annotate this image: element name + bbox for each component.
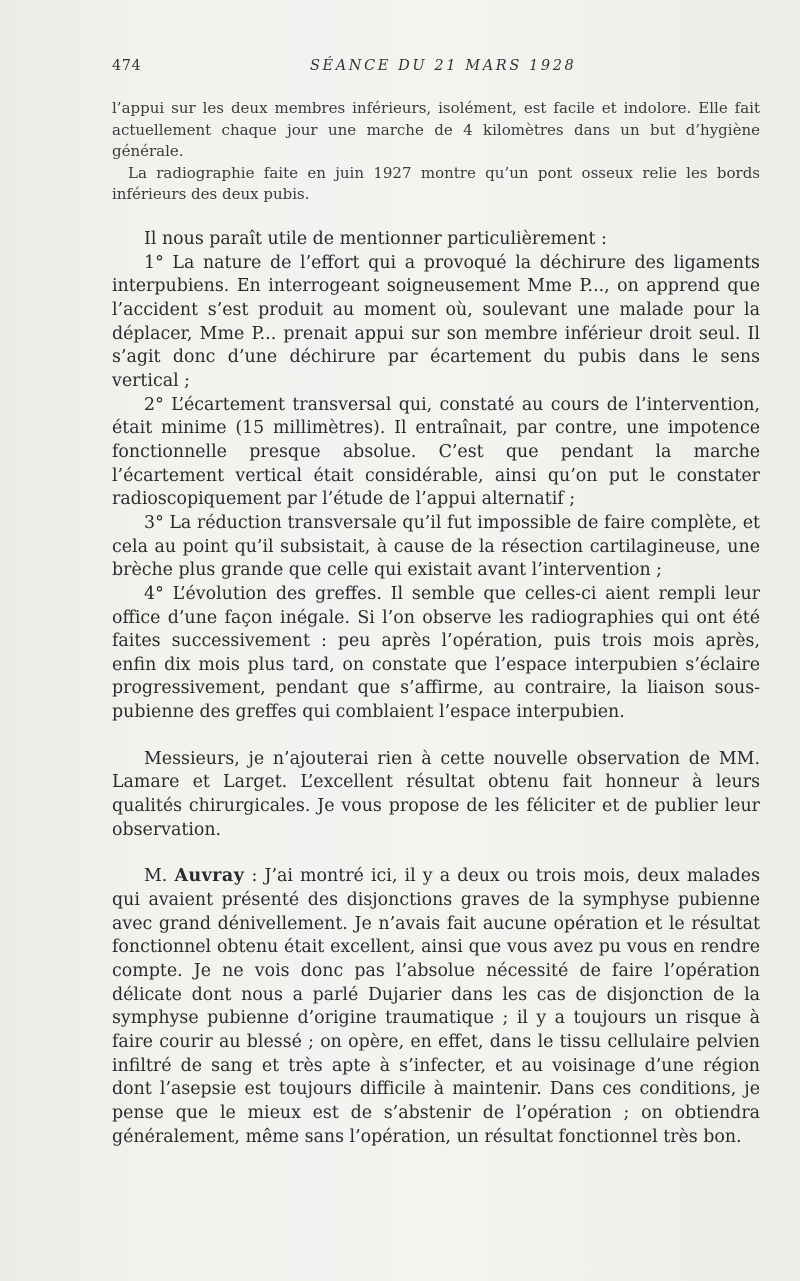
lead-paragraph: Il nous paraît utile de mentionner particulièrement : bbox=[144, 229, 607, 249]
numbered-point: 1° La nature de l’effort qui a provoqué la déchirure des ligaments interpubiens. En interrogeant soigneusement Mme P..., on apprend que l’accident s’est produit au moment où, soulevant une malade pour la déplacer, Mme P... prenait appui sur son membre inférieur droit seul. Il s’agit donc d’une déchirure par écartement du pubis dans le sens vertical ; bbox=[112, 252, 760, 391]
numbered-point: 4° L’évolution des greffes. Il semble que celles-ci aient rempli leur office d’une façon inégale. Si l’on observe les radiographies qui ont été faites successivement : peu après l’opération, puis trois mois après, enfin dix mois plus tard, on constate que l’espace interpubien s’éclaire progressivement, pendant que s’affirme, au contraire, la liaison sous-pubienne des greffes qui comblaient l’espace interpubien. bbox=[112, 583, 760, 723]
speaker-name: Auvray bbox=[174, 866, 245, 887]
speaker-prefix: M. bbox=[144, 866, 168, 887]
commentary bbox=[112, 228, 760, 1149]
intro-paragraph: l’appui sur les deux membres inférieurs, isolément, est facile et indolore. Elle fait actuellement chaque jour une marche de 4 kilomètres dans un but d’hygiène générale. bbox=[112, 99, 760, 160]
numbered-point: 2° L’écartement transversal qui, constaté au cours de l’intervention, était minime (15 millimètres). Il entraînait, par contre, une impotence fonctionnelle presque absolue. C’est que pendant la marche l’écartement vertical était considérable, ainsi qu’on put le constater radioscopiquement par l’étude de l’appui alternatif ; bbox=[112, 394, 760, 510]
page-number: 474 bbox=[112, 58, 142, 74]
conclusion-paragraph: Messieurs, je n’ajouterai rien à cette nouvelle observation de MM. Lamare et Larget. L’excellent résultat obtenu fait honneur à leurs qualités chirurgicales. Je vous propose de les féliciter et de publier leur observation. bbox=[112, 748, 760, 840]
numbered-point: 3° La réduction transversale qu’il fut impossible de faire complète, et cela au point qu’il subsistait, à cause de la résection cartilagineuse, une brèche plus grande que celle qui existait avant l’intervention ; bbox=[112, 512, 760, 581]
discussion-paragraph bbox=[112, 865, 760, 1149]
case-report-end bbox=[112, 98, 760, 206]
page-header bbox=[112, 58, 757, 80]
intro-paragraph: La radiographie faite en juin 1927 montre qu’un pont osseux relie les bords inférieurs des deux pubis. bbox=[112, 163, 760, 203]
discussion-text: : J’ai montré ici, il y a deux ou trois mois, deux malades qui avaient présenté des disjonctions graves de la symphyse pubienne avec grand dénivellement. Je n’avais fait aucune opération et le résultat fonctionnel obtenu était excellent, ainsi que vous avez pu vous en rendre compte. Je ne vois donc pas l’absolue nécessité de faire l’opération délicate dont nous a parlé Dujarier dans les cas de disjonction de la symphyse pubienne d’origine traumatique ; il y a toujours un risque à faire courir au blessé ; on opère, en effet, dans le tissu cellulaire pelvien infiltré de sang et très apte à s’infecter, et au voisinage d’une région dont l’asepsie est toujours difficile à maintenir. Dans ces conditions, je pense que le mieux est de s’abstenir de l’opération ; on obtiendra généralement, même sans l’opération, un résultat fonctionnel très bon. bbox=[112, 866, 761, 1147]
running-title: SÉANCE DU 21 MARS 1928 bbox=[310, 58, 577, 74]
